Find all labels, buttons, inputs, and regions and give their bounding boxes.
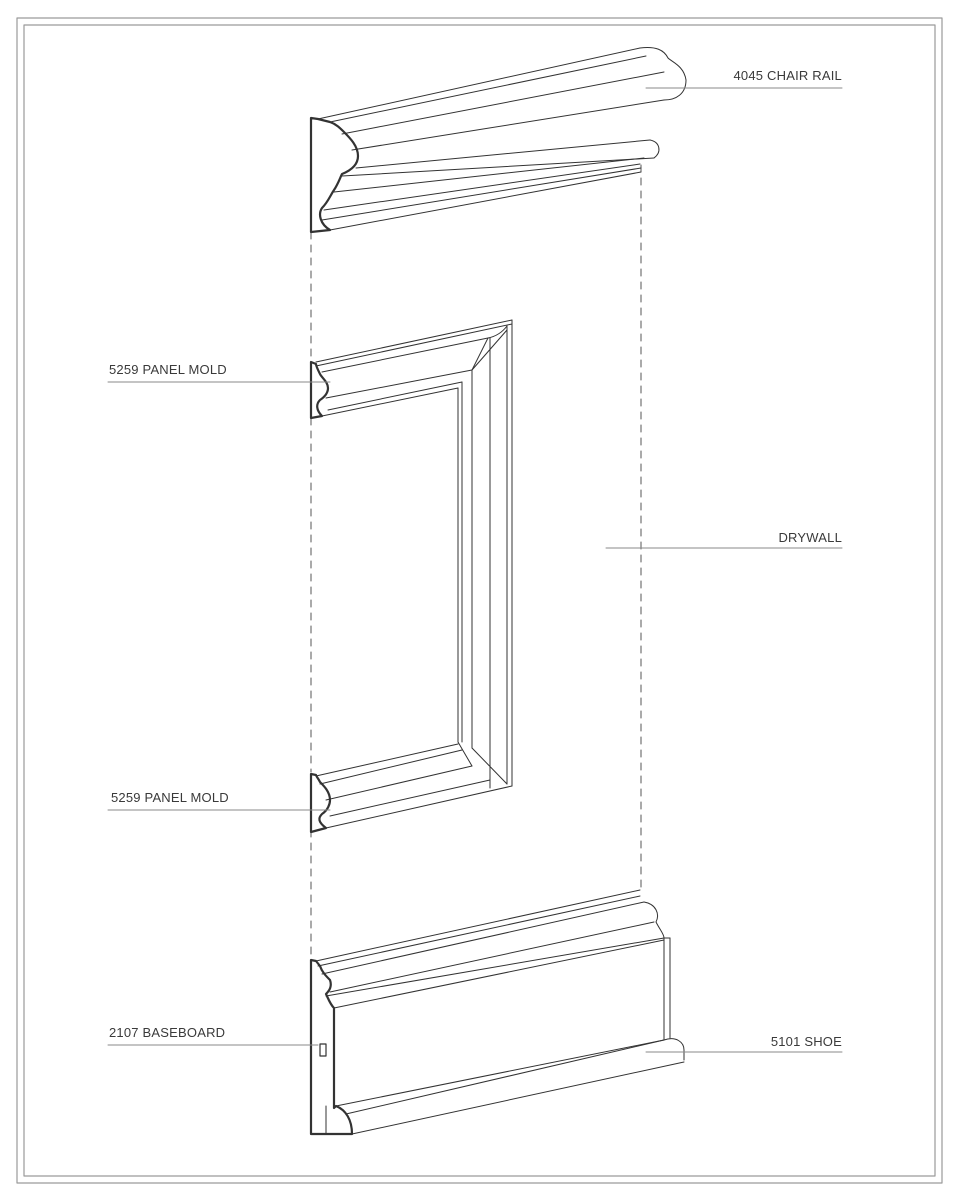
wall-dashed-lines (311, 165, 641, 960)
leader-lines (108, 88, 842, 1052)
panel-mold-frame (311, 320, 512, 832)
chair-rail-molding (311, 47, 686, 232)
baseboard-molding (311, 890, 684, 1134)
label-chair-rail: 4045 CHAIR RAIL (733, 68, 842, 83)
label-panel-mold-top: 5259 PANEL MOLD (109, 362, 227, 377)
label-baseboard: 2107 BASEBOARD (109, 1025, 226, 1040)
callout-labels (109, 68, 842, 1049)
drawing-border (17, 18, 942, 1183)
label-drywall: DRYWALL (778, 530, 842, 545)
label-shoe: 5101 SHOE (770, 1034, 842, 1049)
label-panel-mold-bottom: 5259 PANEL MOLD (111, 790, 229, 805)
